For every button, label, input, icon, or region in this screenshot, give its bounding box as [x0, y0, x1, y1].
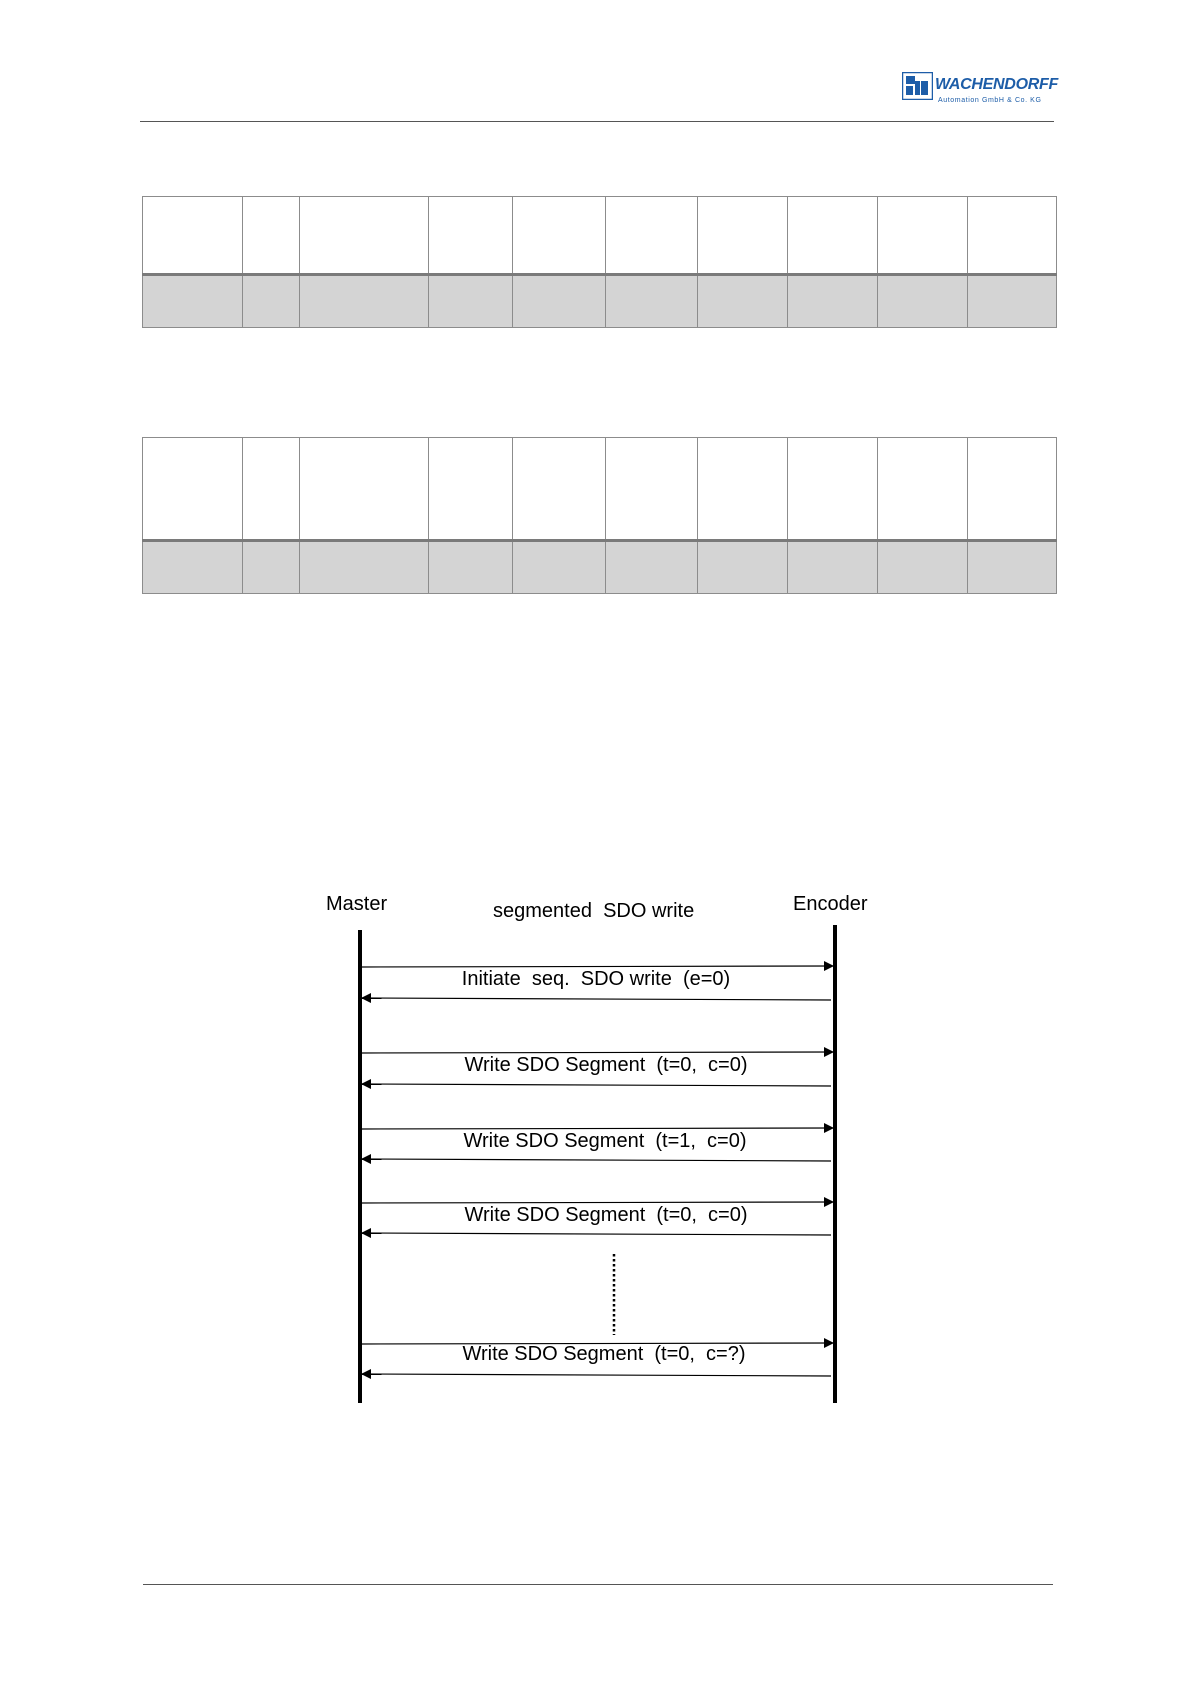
encoder-label: Encoder [793, 893, 868, 915]
table-cell [698, 438, 788, 541]
table-cell [513, 438, 606, 541]
table-cell [606, 438, 698, 541]
company-logo [902, 72, 1056, 108]
master-label: Master [326, 893, 388, 915]
table-cell [788, 197, 878, 275]
table-cell [429, 438, 513, 541]
response-arrow [362, 998, 831, 1000]
table-header-row [143, 438, 1057, 541]
message-label: Write SDO Segment (t=0, c=0) [464, 1054, 748, 1076]
table-cell [243, 541, 300, 594]
table-cell [143, 197, 243, 275]
table-cell [143, 541, 243, 594]
request-arrow [362, 1128, 833, 1129]
table-cell [300, 275, 429, 328]
table-cell [968, 438, 1057, 541]
message-label: Write SDO Segment (t=0, c=?) [462, 1343, 746, 1365]
table-cell [698, 197, 788, 275]
table-cell [513, 197, 606, 275]
message-label: Write SDO Segment (t=1, c=0) [463, 1130, 747, 1152]
table-cell [513, 541, 606, 594]
response-arrow [362, 1084, 831, 1086]
request-arrow [362, 1052, 833, 1053]
message-label: Initiate seq. SDO write (e=0) [461, 968, 731, 990]
sdo-sequence-diagram [300, 880, 900, 1420]
message-label: Write SDO Segment (t=0, c=0) [464, 1204, 748, 1226]
table-cell [698, 275, 788, 328]
table-cell [968, 275, 1057, 328]
logo-subtitle: Automation GmbH & Co. KG [938, 97, 1042, 104]
request-arrow [362, 966, 833, 967]
logo-name: WACHENDORFF [935, 76, 1058, 93]
header-rule [140, 121, 1054, 122]
logo-mark-icon [902, 72, 933, 100]
table-cell [300, 438, 429, 541]
table-cell [606, 541, 698, 594]
table-cell [788, 275, 878, 328]
request-arrow [362, 1202, 833, 1203]
table-cell [143, 438, 243, 541]
table-cell [788, 541, 878, 594]
table-row [143, 541, 1057, 594]
table-cell [968, 197, 1057, 275]
table-cell [429, 541, 513, 594]
diagram-title: segmented SDO write [493, 900, 695, 922]
table-cell [606, 275, 698, 328]
table-cell [698, 541, 788, 594]
response-arrow [362, 1233, 831, 1235]
table-cell [243, 438, 300, 541]
table-cell [606, 197, 698, 275]
table-header-row [143, 197, 1057, 275]
table-cell [243, 197, 300, 275]
frame-table-2 [142, 437, 1057, 594]
table-cell [788, 438, 878, 541]
table-cell [429, 275, 513, 328]
footer-rule [143, 1584, 1053, 1585]
table-cell [878, 541, 968, 594]
table-cell [143, 275, 243, 328]
response-arrow [362, 1374, 831, 1376]
table-cell [429, 197, 513, 275]
table-cell [878, 438, 968, 541]
response-arrow [362, 1159, 831, 1161]
table-row [143, 275, 1057, 328]
table-cell [878, 275, 968, 328]
table-cell [878, 197, 968, 275]
table-cell [243, 275, 300, 328]
table-cell [513, 275, 606, 328]
frame-table-1 [142, 196, 1057, 328]
table-cell [300, 197, 429, 275]
table-cell [300, 541, 429, 594]
table-cell [968, 541, 1057, 594]
